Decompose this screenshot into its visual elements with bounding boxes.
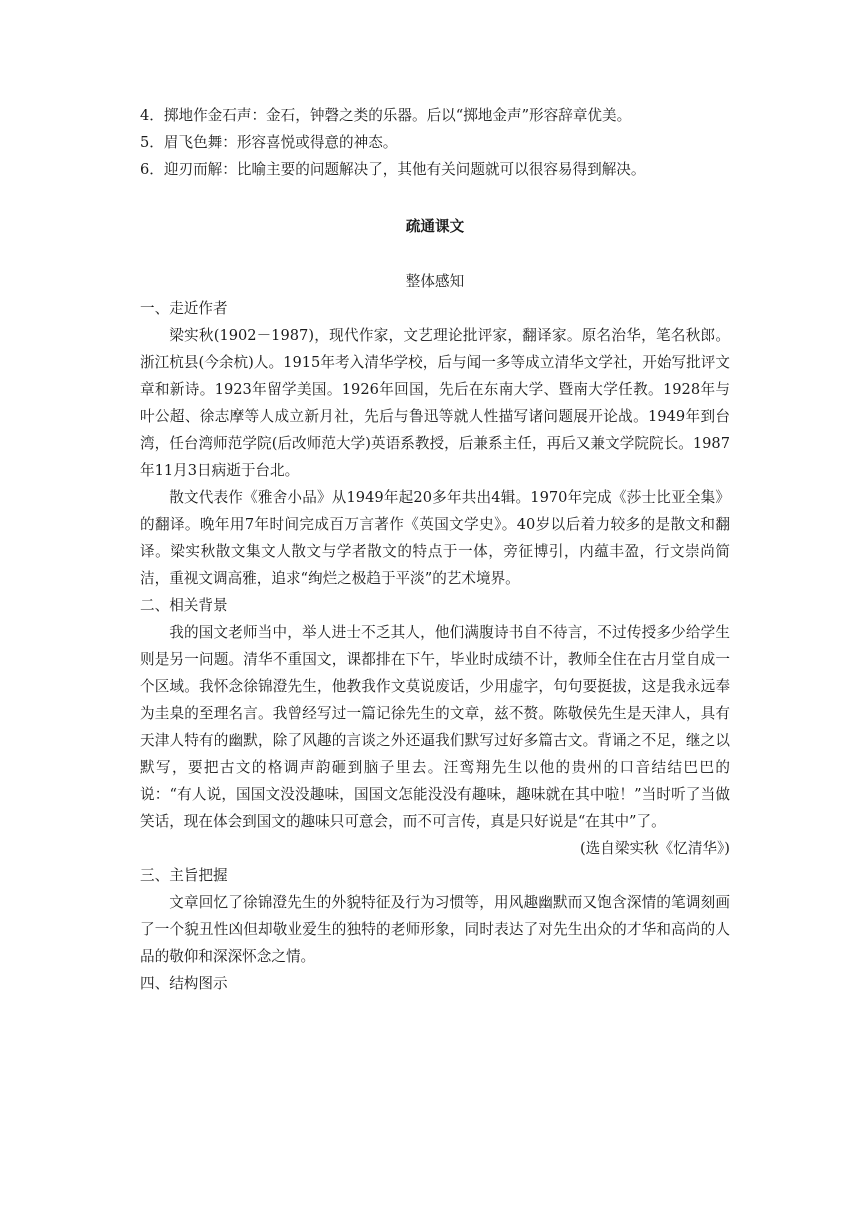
author-works-paragraph: 散文代表作《雅舍小品》从1949年起20多年共出4辑。1970年完成《莎士比亚全集》的翻译。晚年用7年时间完成百万言著作《英国文学史》。40岁以后着力较多的是散文和翻译。梁实秋散文集文人散文与学者散文的特点于一体，旁征博引，内蕴丰盈，行文崇尚简洁，重视文调高雅，追求“绚烂之极趋于平淡”的艺术境界。 <box>140 489 730 587</box>
part3-heading: 三、主旨把握 <box>140 867 228 884</box>
source-citation: (选自梁实秋《忆清华》) <box>579 840 730 857</box>
part4-heading: 四、结构图示 <box>140 975 228 992</box>
part2-heading: 二、相关背景 <box>140 597 228 614</box>
theme-paragraph: 文章回忆了徐锦澄先生的外貌特征及行为习惯等，用风趣幽默而又饱含深情的笔调刻画了一个貌丑性凶但却敬业爱生的独特的老师形象，同时表达了对先生出众的才华和高尚的人品的敬仰和深深怀念之情。 <box>140 894 730 965</box>
note-5: 5．眉飞色舞：形容喜悦或得意的神态。 <box>140 134 398 151</box>
part1-heading: 一、走近作者 <box>140 300 228 317</box>
document-body <box>140 102 730 997</box>
section-title: 疏通课文 <box>405 218 465 235</box>
background-paragraph: 我的国文老师当中，举人进士不乏其人，他们满腹诗书自不待言，不过传授多少给学生则是另一问题。清华不重国文，课都排在下午，毕业时成绩不计，教师全住在古月堂自成一个区域。我怀念徐锦澄先生，他教我作文莫说废话，少用虚字，句句要挺拔，这是我永远奉为圭臬的至理名言。我曾经写过一篇记徐先生的文章，兹不赘。陈敬侯先生是天津人，具有天津人特有的幽默，除了风趣的言谈之外还逼我们默写过好多篇古文。背诵之不足，继之以默写，要把古文的格调声韵砸到脑子里去。汪鸾翔先生以他的贵州的口音结结巴巴的说：“有人说，国国文没没趣味，国国文怎能没没有趣味，趣味就在其中啦！”当时听了当做笑话，现在体会到国文的趣味只可意会，而不可言传，真是只好说是“在其中”了。 <box>140 624 730 830</box>
note-6: 6．迎刃而解：比喻主要的问题解决了，其他有关问题就可以很容易得到解决。 <box>140 161 646 178</box>
subsection-title: 整体感知 <box>405 273 465 290</box>
note-4: 4．掷地作金石声：金石，钟磬之类的乐器。后以“掷地金声”形容辞章优美。 <box>140 107 632 124</box>
author-intro-paragraph: 梁实秋(1902－1987)，现代作家，文艺理论批评家，翻译家。原名治华，笔名秋郎。浙江杭县(今余杭)人。1915年考入清华学校，后与闻一多等成立清华文学社，开始写批评文章和新诗。1923年留学美国。1926年回国，先后在东南大学、暨南大学任教。1928年与叶公超、徐志摩等人成立新月社，先后与鲁迅等就人性描写诸问题展开论战。1949年到台湾，任台湾师范学院(后改师范大学)英语系教授，后兼系主任，再后又兼文学院院长。1987年11月3日病逝于台北。 <box>140 327 730 479</box>
